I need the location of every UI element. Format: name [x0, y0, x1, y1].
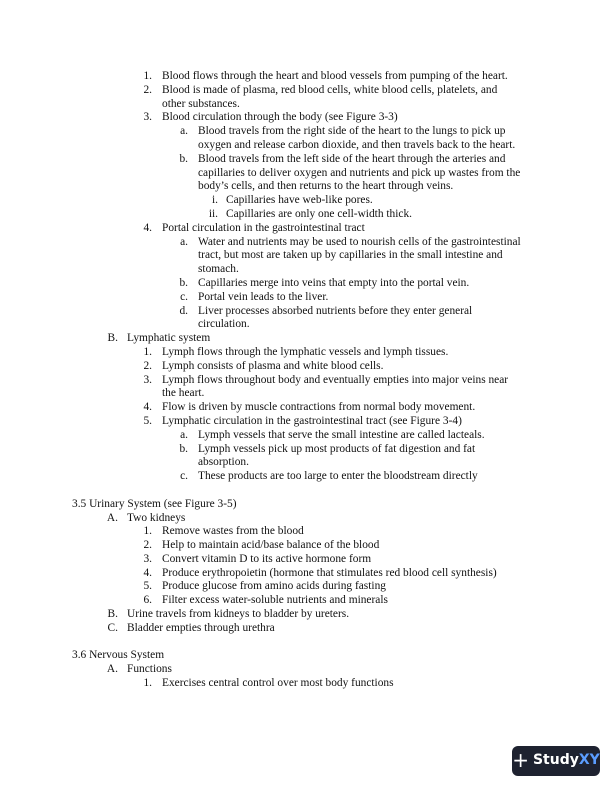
section-letter-item: B. Urine travels from kidneys to bladder by ureters. [107, 608, 350, 621]
list-subsubitem: i. Capillaries have web-like pores. [211, 194, 373, 207]
list-item-continuation: stomach. [198, 263, 239, 276]
list-item-continuation: body’s cells, and then returns to the heart through veins. [198, 180, 454, 193]
plus-icon: + [512, 748, 529, 772]
list-item: 3. Lymph flows throughout body and eventually empties into major veins near [143, 373, 509, 386]
list-item: 5. Lymphatic circulation in the gastrointestinal tract (see Figure 3-4) [143, 414, 462, 427]
list-item: 1. Remove wastes from the blood [143, 525, 304, 538]
section-heading: 3.6 Nervous System [72, 649, 165, 662]
list-item: 3. Convert vitamin D to its active hormone form [143, 552, 372, 565]
list-item-continuation: absorption. [198, 456, 249, 469]
list-item: 3. Blood circulation through the body (see Figure 3-3) [143, 111, 398, 124]
document-page [0, 70, 612, 691]
list-item: 4. Flow is driven by muscle contractions from normal body movement. [143, 401, 476, 414]
spacer [0, 484, 612, 498]
list-item: 5. Produce glucose from amino acids during fasting [143, 580, 386, 593]
list-item: 1. Exercises central control over most body functions [143, 677, 394, 690]
list-item: 1. Lymph flows through the lymphatic vessels and lymph tissues. [143, 345, 449, 358]
list-subitem: c. These products are too large to enter the bloodstream directly [180, 470, 478, 483]
section-letter-item: C. Bladder empties through urethra [107, 621, 275, 634]
list-item: 2. Lymph consists of plasma and white blood cells. [143, 359, 384, 372]
list-item: 1. Blood flows through the heart and blood vessels from pumping of the heart. [143, 70, 508, 82]
list-subitem: d. Liver processes absorbed nutrients before they enter general [179, 304, 473, 317]
section-letter-item: A. Two kidneys [106, 511, 186, 524]
list-subsubitem: ii. Capillaries are only one cell-width thick. [208, 207, 412, 220]
section-heading: 3.5 Urinary System (see Figure 3-5) [72, 497, 237, 510]
list-item-continuation: the heart. [162, 387, 205, 400]
list-subitem: a. Blood travels from the right side of the heart to the lungs to pick up [180, 125, 506, 138]
brand-name: StudyXY [532, 752, 600, 769]
list-item-continuation: circulation. [198, 318, 250, 331]
list-subitem: a. Water and nutrients may be used to nourish cells of the gastrointestinal [180, 235, 521, 248]
studyxy-badge[interactable] [512, 746, 600, 776]
spacer [0, 636, 612, 650]
list-item: 2. Help to maintain acid/base balance of the blood [143, 539, 380, 552]
list-item: 2. Blood is made of plasma, red blood cells, white blood cells, platelets, and [143, 83, 498, 96]
list-subitem: c. Portal vein leads to the liver. [180, 290, 329, 303]
section-letter-item: B. Lymphatic system [107, 332, 211, 345]
list-item: 6. Filter excess water-soluble nutrients and minerals [143, 594, 388, 607]
list-subitem: b. Blood travels from the left side of the heart through the arteries and [179, 152, 506, 165]
list-subitem: b. Lymph vessels pick up most products of fat digestion and fat [179, 442, 476, 455]
list-item-continuation: tract, but most are taken up by capillaries in the small intestine and [198, 249, 503, 262]
list-item: 4. Portal circulation in the gastrointestinal tract [143, 221, 365, 234]
list-item-continuation: capillaries to deliver oxygen and nutrients and pick up wastes from the [198, 166, 521, 179]
list-subitem: a. Lymph vessels that serve the small intestine are called lacteals. [180, 428, 485, 441]
list-item-continuation: other substances. [162, 97, 240, 110]
section-letter-item: A. Functions [106, 663, 172, 676]
list-item-continuation: oxygen and release carbon dioxide, and then travels back to the heart. [198, 138, 516, 151]
list-subitem: b. Capillaries merge into veins that empty into the portal vein. [179, 276, 470, 289]
list-item: 4. Produce erythropoietin (hormone that stimulates red blood cell synthesis) [143, 566, 497, 579]
